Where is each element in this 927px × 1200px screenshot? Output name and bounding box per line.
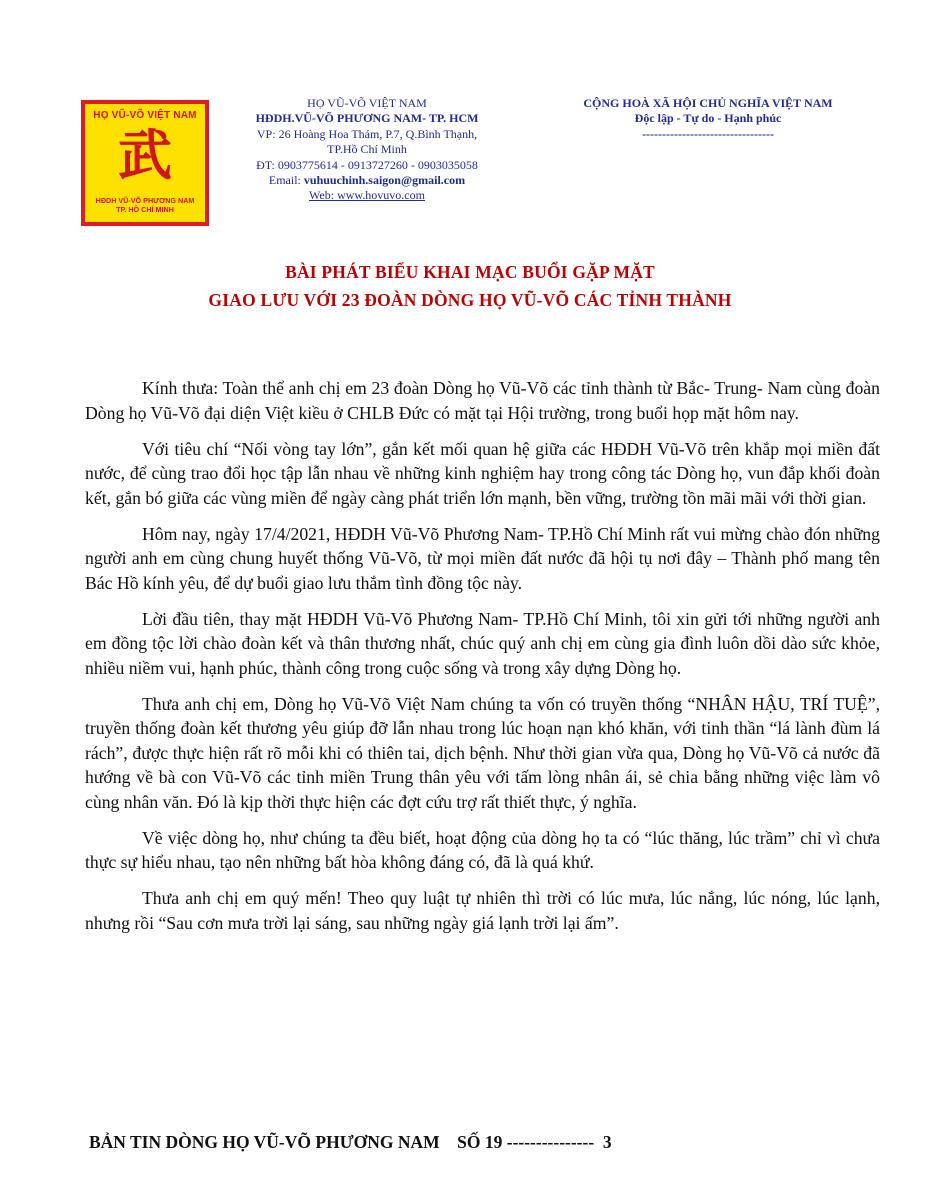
org-phone: ĐT: 0903775614 - 0913727260 - 0903035058 bbox=[256, 157, 478, 172]
paragraph: Hôm nay, ngày 17/4/2021, HĐDH Vũ-Võ Phương Nam- TP.Hồ Chí Minh rất vui mừng chào đón những người anh em cùng chung huyết thống Vũ-Võ, từ mọi miền đất nước đã hội tụ nơi đây – Thành phố mang tên Bác Hồ kính yêu, để dự buổi giao lưu thắm tình đồng tộc này. bbox=[85, 523, 880, 593]
org-email-link[interactable]: vuhuuchinh.saigon@gmail.com bbox=[303, 173, 466, 188]
clan-logo-panel bbox=[85, 104, 205, 222]
nation-divider: --------------------------------- bbox=[642, 126, 774, 141]
newsletter-footer: BẢN TIN DÒNG HỌ VŨ-VÕ PHƯƠNG NAM SỐ 19 --------------- 3 bbox=[89, 1132, 612, 1152]
national-motto bbox=[548, 96, 868, 142]
organization-header bbox=[232, 96, 502, 204]
paragraph: Với tiêu chí “Nối vòng tay lớn”, gắn kết mối quan hệ giữa các HĐDH Vũ-Võ trên khắp mọi miền đất nước, để cùng trao đổi học tập lẫn nhau về những kinh nghiệm hay trong công tác Dòng họ, vun đắp khối đoàn kết, gắn bó giữa các vùng miền để ngày càng phát triển lớn mạnh, bền vững, trường tồn mãi mãi với thời gian. bbox=[85, 438, 880, 508]
logo-bottom-text bbox=[85, 196, 205, 214]
nation-name: CỘNG HOÀ XÃ HỘI CHỦ NGHĨA VIỆT NAM bbox=[583, 96, 833, 110]
org-email-label: Email: bbox=[268, 173, 304, 188]
speech-body bbox=[85, 376, 880, 947]
logo-bottom-line2: TP. HỒ CHÍ MINH bbox=[116, 205, 174, 214]
speech-title-line2: GIAO LƯU VỚI 23 ĐOÀN DÒNG HỌ VŨ-VÕ CÁC TỈNH THÀNH bbox=[208, 290, 732, 310]
paragraph: Kính thưa: Toàn thể anh chị em 23 đoàn Dòng họ Vũ-Võ các tỉnh thành từ Bắc- Trung- Nam cùng đoàn Dòng họ Vũ-Võ đại diện Việt kiều ở CHLB Đức có mặt tại Hội trường, trong buổi họp mặt hôm nay. bbox=[85, 378, 880, 423]
org-website-link[interactable]: Web: www.hovuvo.com bbox=[309, 188, 425, 203]
logo-bottom-line1: HĐDH VŨ-VÕ PHƯƠNG NAM bbox=[95, 196, 195, 205]
logo-top-text: HỌ VŨ-VÕ VIỆT NAM bbox=[93, 110, 197, 121]
speech-title-line1: BÀI PHÁT BIỂU KHAI MẠC BUỔI GẶP MẶT bbox=[285, 262, 655, 282]
clan-logo bbox=[81, 100, 209, 226]
logo-vo-character: 武 bbox=[118, 124, 172, 187]
paragraph: Thưa anh chị em quý mến! Theo quy luật tự nhiên thì trời có lúc mưa, lúc nắng, lúc nóng, lúc lạnh, nhưng rồi “Sau cơn mưa trời lại sáng, sau những ngày giá lạnh trời lại ấm”. bbox=[85, 888, 880, 933]
paragraph: Thưa anh chị em, Dòng họ Vũ-Võ Việt Nam chúng ta vốn có truyền thống “NHÂN HẬU, TRÍ TUỆ”, truyền thống đoàn kết thương yêu giúp đỡ lẫn nhau trong lúc hoạn nạn khó khăn, với tinh thần “lá lành đùm lá rách”, được thực hiện rất rõ mỗi khi có thiên tai, dịch bệnh. Như thời gian vừa qua, Dòng họ Vũ-Võ cả nước đã hướng về bà con Vũ-Võ các tỉnh miền Trung thân yêu với tấm lòng nhân ái, sẻ chia bằng những việc làm vô cùng nhân văn. Đó là kịp thời thực hiện các đợt cứu trợ rất thiết thực, ý nghĩa. bbox=[85, 693, 880, 812]
org-email-row bbox=[232, 173, 502, 188]
nation-motto: Độc lập - Tự do - Hạnh phúc bbox=[634, 111, 782, 126]
org-address-line2: TP.Hồ Chí Minh bbox=[327, 142, 407, 157]
org-address-line1: VP: 26 Hoàng Hoa Thám, P.7, Q.Bình Thạnh, bbox=[256, 126, 478, 141]
org-line2: HĐDH.VŨ-VÕ PHƯƠNG NAM- TP. HCM bbox=[255, 111, 479, 126]
paragraph: Về việc dòng họ, như chúng ta đều biết, hoạt động của dòng họ ta có “lúc thăng, lúc trầm” chỉ vì chưa thực sự hiểu nhau, tạo nên những bất hòa không đáng có, đã là quá khứ. bbox=[85, 827, 880, 872]
org-line1: HỌ VŨ-VÕ VIỆT NAM bbox=[307, 96, 427, 110]
paragraph: Lời đầu tiên, thay mặt HĐDH Vũ-Võ Phương Nam- TP.Hồ Chí Minh, tôi xin gửi tới những người anh em đồng tộc lời chào đoàn kết và thân thương nhất, chúc quý anh chị em cùng gia đình luôn dồi dào sức khỏe, nhiều niềm vui, hạnh phúc, thành công trong cuộc sống và trong xây dựng Dòng họ. bbox=[85, 608, 880, 678]
